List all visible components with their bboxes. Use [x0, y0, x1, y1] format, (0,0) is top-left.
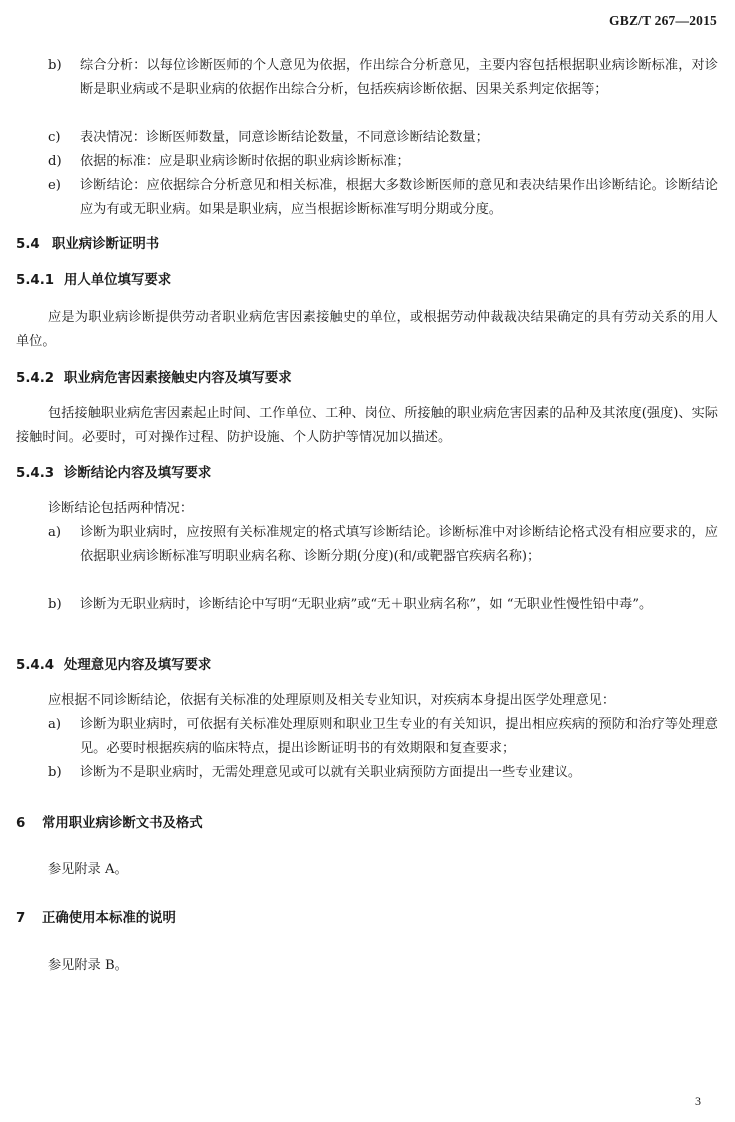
list-text: 综合分析：以每位诊断医师的个人意见为依据，作出综合分析意见，主要内容包括根据职业病诊断标准，对诊断是职业病或不是职业病的依据作出综合分析，包括疾病诊断依据、因果关系判定依据等； — [80, 58, 718, 97]
paragraph-5-4-3: 诊断结论包括两种情况： — [48, 501, 194, 516]
section-heading-5-4 — [16, 235, 159, 255]
list-label: b) — [48, 58, 62, 73]
section-heading-5-4-1 — [16, 271, 171, 291]
list-text: 诊断为无职业病时，诊断结论中写明“无职业病”或“无＋职业病名称”，如 “无职业性慢性铅中毒”。 — [80, 597, 653, 612]
page-number: 3 — [695, 1094, 701, 1108]
section-title: 职业病危害因素接触史内容及填写要求 — [64, 371, 292, 386]
section-number: 5.4.2 — [16, 371, 55, 386]
paragraph-7: 参见附录 B。 — [48, 958, 128, 973]
list-text: 诊断为职业病时，可依据有关标准处理原则和职业卫生专业的有关知识，提出相应疾病的预防和治疗等处理意见。必要时根据疾病的临床特点，提出诊断证明书的有效期限和复查要求； — [80, 717, 718, 756]
section-number: 5.4.3 — [16, 466, 55, 481]
list-label: b) — [48, 597, 62, 612]
list-label: a) — [48, 525, 62, 540]
section-title: 职业病诊断证明书 — [52, 237, 160, 252]
list-text: 表决情况：诊断医师数量，同意诊断结论数量，不同意诊断结论数量； — [80, 130, 489, 145]
section-title: 正确使用本标准的说明 — [42, 911, 176, 926]
list-item-a-treatment — [16, 713, 718, 761]
list-label: d) — [48, 154, 62, 169]
list-text: 诊断结论：应依据综合分析意见和相关标准，根据大多数诊断医师的意见和表决结果作出诊断结论。诊断结论应为有或无职业病。如果是职业病，应当根据诊断标准写明分期或分度。 — [80, 178, 718, 217]
list-text: 依据的标准：应是职业病诊断时依据的职业病诊断标准； — [80, 154, 410, 169]
list-item-b-not-diagnosed — [16, 593, 718, 617]
list-item-b-analysis — [16, 54, 718, 102]
list-label: e) — [48, 178, 61, 193]
section-number: 5.4.4 — [16, 658, 55, 673]
standard-id-header: GBZ/T 267—2015 — [609, 13, 717, 28]
section-number: 5.4.1 — [16, 273, 55, 288]
paragraph-6: 参见附录 A。 — [48, 862, 128, 877]
section-number: 5.4 — [16, 237, 40, 252]
section-number: 6 — [16, 816, 26, 831]
section-title: 诊断结论内容及填写要求 — [64, 466, 212, 481]
paragraph-5-4-1: 应是为职业病诊断提供劳动者职业病危害因素接触史的单位，或根据劳动仲裁裁决结果确定的具有劳动关系的用人单位。 — [16, 310, 718, 349]
paragraph-5-4-2: 包括接触职业病危害因素起止时间、工作单位、工种、岗位、所接触的职业病危害因素的品种及其浓度(强度)、实际接触时间。必要时，可对操作过程、防护设施、个人防护等情况加以描述。 — [16, 406, 718, 445]
list-item-e-conclusion — [16, 174, 718, 222]
list-label: c) — [48, 130, 61, 145]
list-item-b-advice — [16, 761, 718, 785]
section-number: 7 — [16, 911, 26, 926]
list-label: a) — [48, 717, 62, 732]
list-item-d-standard — [16, 150, 718, 174]
section-heading-5-4-2 — [16, 369, 292, 389]
section-heading-6 — [16, 814, 203, 834]
list-text: 诊断为不是职业病时，无需处理意见或可以就有关职业病预防方面提出一些专业建议。 — [80, 765, 582, 780]
list-label: b) — [48, 765, 62, 780]
section-heading-5-4-4 — [16, 656, 211, 676]
paragraph-5-4-4: 应根据不同诊断结论，依据有关标准的处理原则及相关专业知识，对疾病本身提出医学处理意见： — [48, 693, 616, 708]
section-heading-7 — [16, 909, 176, 929]
section-title: 常用职业病诊断文书及格式 — [42, 816, 203, 831]
list-item-c-vote — [16, 126, 718, 150]
list-text: 诊断为职业病时，应按照有关标准规定的格式填写诊断结论。诊断标准中对诊断结论格式没有相应要求的，应依据职业病诊断标准写明职业病名称、诊断分期(分度)(和/或靶器官疾病名称)； — [80, 525, 718, 564]
section-title: 用人单位填写要求 — [64, 273, 172, 288]
section-heading-5-4-3 — [16, 464, 211, 484]
list-item-a-diagnosed — [16, 521, 718, 569]
section-title: 处理意见内容及填写要求 — [64, 658, 212, 673]
